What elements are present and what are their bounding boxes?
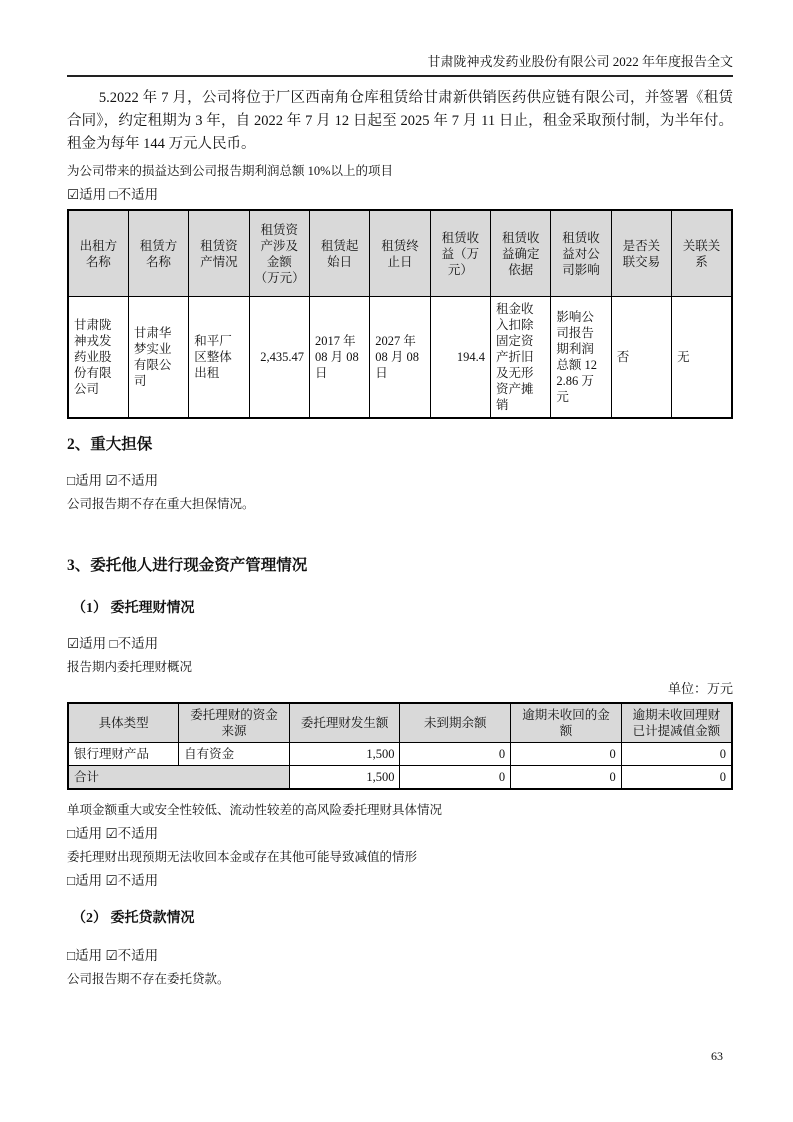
column-header: 具体类型 xyxy=(68,703,179,743)
wealth-management-table xyxy=(67,702,733,790)
applicability-line: ☑适用 □不适用 xyxy=(67,636,159,651)
table-row xyxy=(68,766,732,790)
lease-paragraph: 5.2022 年 7 月，公司将位于厂区西南角仓库租赁给甘肃新供销医药供应链有限公司，并签署《租赁合同》，约定租期为 3 年，自 2022 年 7 月 12 日起至 2025 年 7 月 11 日止，租金采取预付制，为半年付。租金为每年 144 万元人民币。 xyxy=(67,90,733,152)
column-header: 是否关联交易 xyxy=(611,210,671,297)
table-cell: 影响公司报告期利润总额 122.86 万元 xyxy=(551,297,611,419)
report-header-title: 甘肃陇神戎发药业股份有限公司 2022 年年度报告全文 xyxy=(67,54,733,77)
table-cell: 0 xyxy=(621,743,732,766)
column-header: 逾期未收回理财已计提减值金额 xyxy=(621,703,732,743)
column-header: 出租方名称 xyxy=(68,210,128,297)
table-row xyxy=(68,743,732,766)
guarantee-note: 公司报告期不存在重大担保情况。 xyxy=(67,497,255,511)
applicability-line: □适用 ☑不适用 xyxy=(67,948,159,963)
applicability-line: □适用 ☑不适用 xyxy=(67,873,159,888)
table-cell: 银行理财产品 xyxy=(68,743,179,766)
column-header: 委托理财的资金来源 xyxy=(179,703,290,743)
table-cell: 1,500 xyxy=(289,766,400,790)
column-header: 未到期余额 xyxy=(400,703,511,743)
wealth-management-overview-label: 报告期内委托理财概况 xyxy=(67,660,193,674)
high-risk-note: 单项金额重大或安全性较低、流动性较差的高风险委托理财具体情况 xyxy=(67,803,443,817)
column-header: 租赁收益确定依据 xyxy=(491,210,551,297)
table-cell: 2027 年 08 月 08 日 xyxy=(370,297,430,419)
table-cell: 租金收入扣除固定资产折旧及无形资产摊销 xyxy=(491,297,551,419)
column-header: 租赁起始日 xyxy=(309,210,369,297)
impairment-note: 委托理财出现预期无法收回本金或存在其他可能导致减值的情形 xyxy=(67,850,418,864)
column-header: 委托理财发生额 xyxy=(289,703,400,743)
applicability-line: □适用 ☑不适用 xyxy=(67,826,159,841)
column-header: 关联关系 xyxy=(672,210,732,297)
table-cell: 2017 年 08 月 08 日 xyxy=(309,297,369,419)
subsection-heading-wealth-management: （1） 委托理财情况 xyxy=(72,601,195,616)
table-cell: 0 xyxy=(400,743,511,766)
table-cell: 和平厂区整体出租 xyxy=(189,297,249,419)
table-cell: 否 xyxy=(611,297,671,419)
table-cell: 0 xyxy=(511,743,622,766)
table-cell: 194.4 xyxy=(430,297,490,419)
table-cell: 0 xyxy=(400,766,511,790)
column-header: 租赁方名称 xyxy=(128,210,188,297)
table-header-row xyxy=(68,703,732,743)
column-header: 租赁收益（万元） xyxy=(430,210,490,297)
lease-table xyxy=(67,209,733,419)
applicability-line: ☑适用 □不适用 xyxy=(67,187,159,202)
profit-threshold-note: 为公司带来的损益达到公司报告期利润总额 10%以上的项目 xyxy=(67,164,394,178)
column-header: 租赁资产情况 xyxy=(189,210,249,297)
table-cell: 自有资金 xyxy=(179,743,290,766)
table-row xyxy=(68,297,732,419)
applicability-line: □适用 ☑不适用 xyxy=(67,473,159,488)
column-header: 租赁收益对公司影响 xyxy=(551,210,611,297)
table-cell: 1,500 xyxy=(289,743,400,766)
table-cell: 合计 xyxy=(68,766,289,790)
table-cell: 2,435.47 xyxy=(249,297,309,419)
table-cell: 0 xyxy=(621,766,732,790)
table-cell: 0 xyxy=(511,766,622,790)
subsection-heading-entrusted-loans: （2） 委托贷款情况 xyxy=(72,911,195,926)
unit-label: 单位：万元 xyxy=(667,681,733,696)
column-header: 租赁资产涉及金额（万元） xyxy=(249,210,309,297)
table-cell: 无 xyxy=(672,297,732,419)
section-heading-entrusted-cash: 3、委托他人进行现金资产管理情况 xyxy=(67,557,308,574)
table-header-row xyxy=(68,210,732,297)
table-cell: 甘肃陇神戎发药业股份有限公司 xyxy=(68,297,128,419)
section-heading-guarantees: 2、重大担保 xyxy=(67,436,153,453)
column-header: 逾期未收回的金额 xyxy=(511,703,622,743)
page-number: 63 xyxy=(711,1049,723,1063)
entrusted-loan-note: 公司报告期不存在委托贷款。 xyxy=(67,972,230,986)
table-cell: 甘肃华梦实业有限公司 xyxy=(128,297,188,419)
column-header: 租赁终止日 xyxy=(370,210,430,297)
